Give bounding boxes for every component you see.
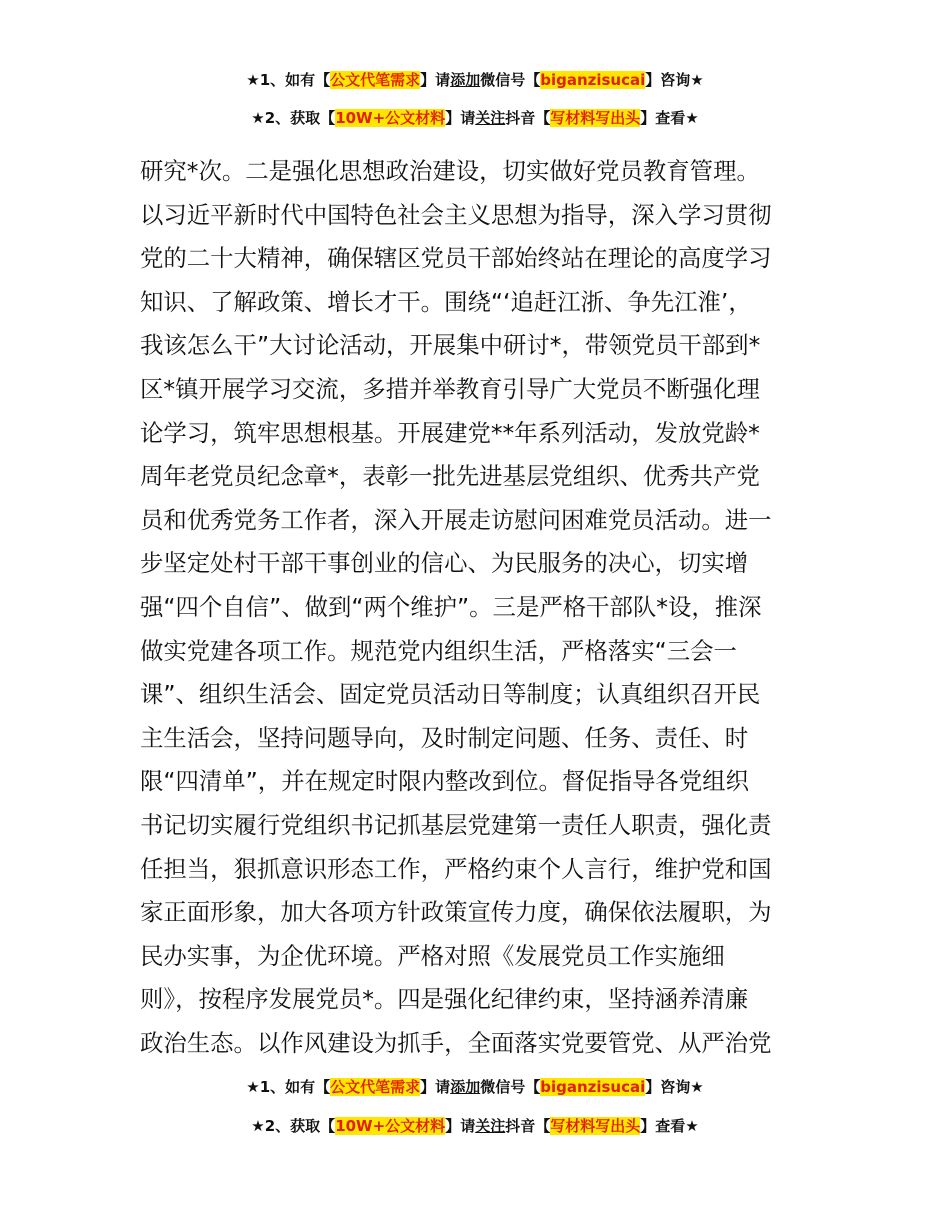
body-line: 做实党建各项工作。规范党内组织生活，严格落实“三会一 bbox=[140, 636, 737, 665]
banner-text: 】请 bbox=[420, 71, 451, 89]
banner-underlined-text: 关注 bbox=[475, 109, 506, 127]
banner-highlight: 公文代笔需求 bbox=[330, 1078, 421, 1096]
banner-text: 】请 bbox=[445, 1117, 476, 1135]
footer-banner-line-1 bbox=[0, 1077, 950, 1097]
banner-text: ★2、获取【 bbox=[251, 109, 336, 127]
banner-text: 】咨询★ bbox=[645, 71, 704, 89]
body-line: 主生活会，坚持问题导向，及时制定问题、任务、责任、时 bbox=[140, 723, 749, 752]
header-banner-line-1 bbox=[0, 70, 950, 90]
banner-underlined-text: 关注 bbox=[475, 1117, 506, 1135]
banner-text: ★1、如有【 bbox=[246, 71, 331, 89]
footer-banner-line-2 bbox=[0, 1116, 950, 1136]
body-line: 党的二十大精神，确保辖区党员干部始终站在理论的高度学习 bbox=[140, 244, 772, 273]
douyin-id-highlight: 写材料写出头 bbox=[550, 1117, 641, 1135]
banner-text: 抖音【 bbox=[505, 109, 551, 127]
body-line: 强“四个自信”、做到“两个维护”。三是严格干部队*设，推深 bbox=[140, 592, 762, 621]
banner-highlight: 公文代笔需求 bbox=[330, 71, 421, 89]
banner-text: ★1、如有【 bbox=[246, 1078, 331, 1096]
body-line: 课”、组织生活会、固定党员活动日等制度；认真组织召开民 bbox=[140, 680, 761, 709]
body-line: 限“四清单”，并在规定时限内整改到位。督促指导各党组织 bbox=[140, 767, 749, 796]
banner-text: 微信号【 bbox=[480, 1078, 541, 1096]
body-line: 我该怎么干”大讨论活动，开展集中研讨*，带领党员干部到* bbox=[140, 331, 761, 360]
body-line: 任担当，狠抓意识形态工作，严格约束个人言行，维护党和国 bbox=[140, 854, 772, 883]
body-line: 研究*次。二是强化思想政治建设，切实做好党员教育管理。 bbox=[140, 157, 760, 185]
body-line: 家正面形象，加大各项方针政策宣传力度，确保依法履职，为 bbox=[140, 898, 772, 927]
body-line: 政治生态。以作风建设为抓手，全面落实党要管党、从严治党 bbox=[140, 1028, 772, 1057]
body-line: 区*镇开展学习交流，多措并举教育引导广大党员不断强化理 bbox=[140, 374, 760, 403]
banner-text: 】查看★ bbox=[640, 109, 699, 127]
body-line: 周年老党员纪念章*，表彰一批先进基层党组织、优秀共产党 bbox=[140, 462, 760, 491]
banner-text: 】咨询★ bbox=[645, 1078, 704, 1096]
header-banner-line-2 bbox=[0, 108, 950, 128]
banner-text: 】请 bbox=[445, 109, 476, 127]
banner-highlight: 10W+公文材料 bbox=[335, 109, 446, 127]
banner-text: ★2、获取【 bbox=[251, 1117, 336, 1135]
banner-text: 】查看★ bbox=[640, 1117, 699, 1135]
body-line: 书记切实履行党组织书记抓基层党建第一责任人职责，强化责 bbox=[140, 810, 772, 839]
body-line: 论学习，筑牢思想根基。开展建党**年系列活动，发放党龄* bbox=[140, 418, 760, 447]
body-line: 民办实事，为企优环境。严格对照《发展党员工作实施细 bbox=[140, 941, 725, 970]
body-line: 步坚定处村干部干事创业的信心、为民服务的决心，切实增 bbox=[140, 549, 749, 578]
banner-text: 】请 bbox=[420, 1078, 451, 1096]
banner-underlined-text: 添加 bbox=[450, 71, 481, 89]
banner-text: 微信号【 bbox=[480, 71, 541, 89]
wechat-id-highlight: biganzisucai bbox=[540, 1078, 646, 1096]
wechat-id-highlight: biganzisucai bbox=[540, 71, 646, 89]
banner-underlined-text: 添加 bbox=[450, 1078, 481, 1096]
document-body bbox=[140, 150, 820, 1065]
body-line: 则》，按程序发展党员*。四是强化纪律约束，坚持涵养清廉 bbox=[140, 985, 749, 1014]
body-line: 知识、了解政策、增长才干。围绕“‘追赶江浙、争先江淮’， bbox=[140, 287, 752, 316]
body-line: 以习近平新时代中国特色社会主义思想为指导，深入学习贯彻 bbox=[140, 200, 772, 229]
douyin-id-highlight: 写材料写出头 bbox=[550, 109, 641, 127]
banner-text: 抖音【 bbox=[505, 1117, 551, 1135]
body-line: 员和优秀党务工作者，深入开展走访慰问困难党员活动。进一 bbox=[140, 505, 772, 534]
banner-highlight: 10W+公文材料 bbox=[335, 1117, 446, 1135]
